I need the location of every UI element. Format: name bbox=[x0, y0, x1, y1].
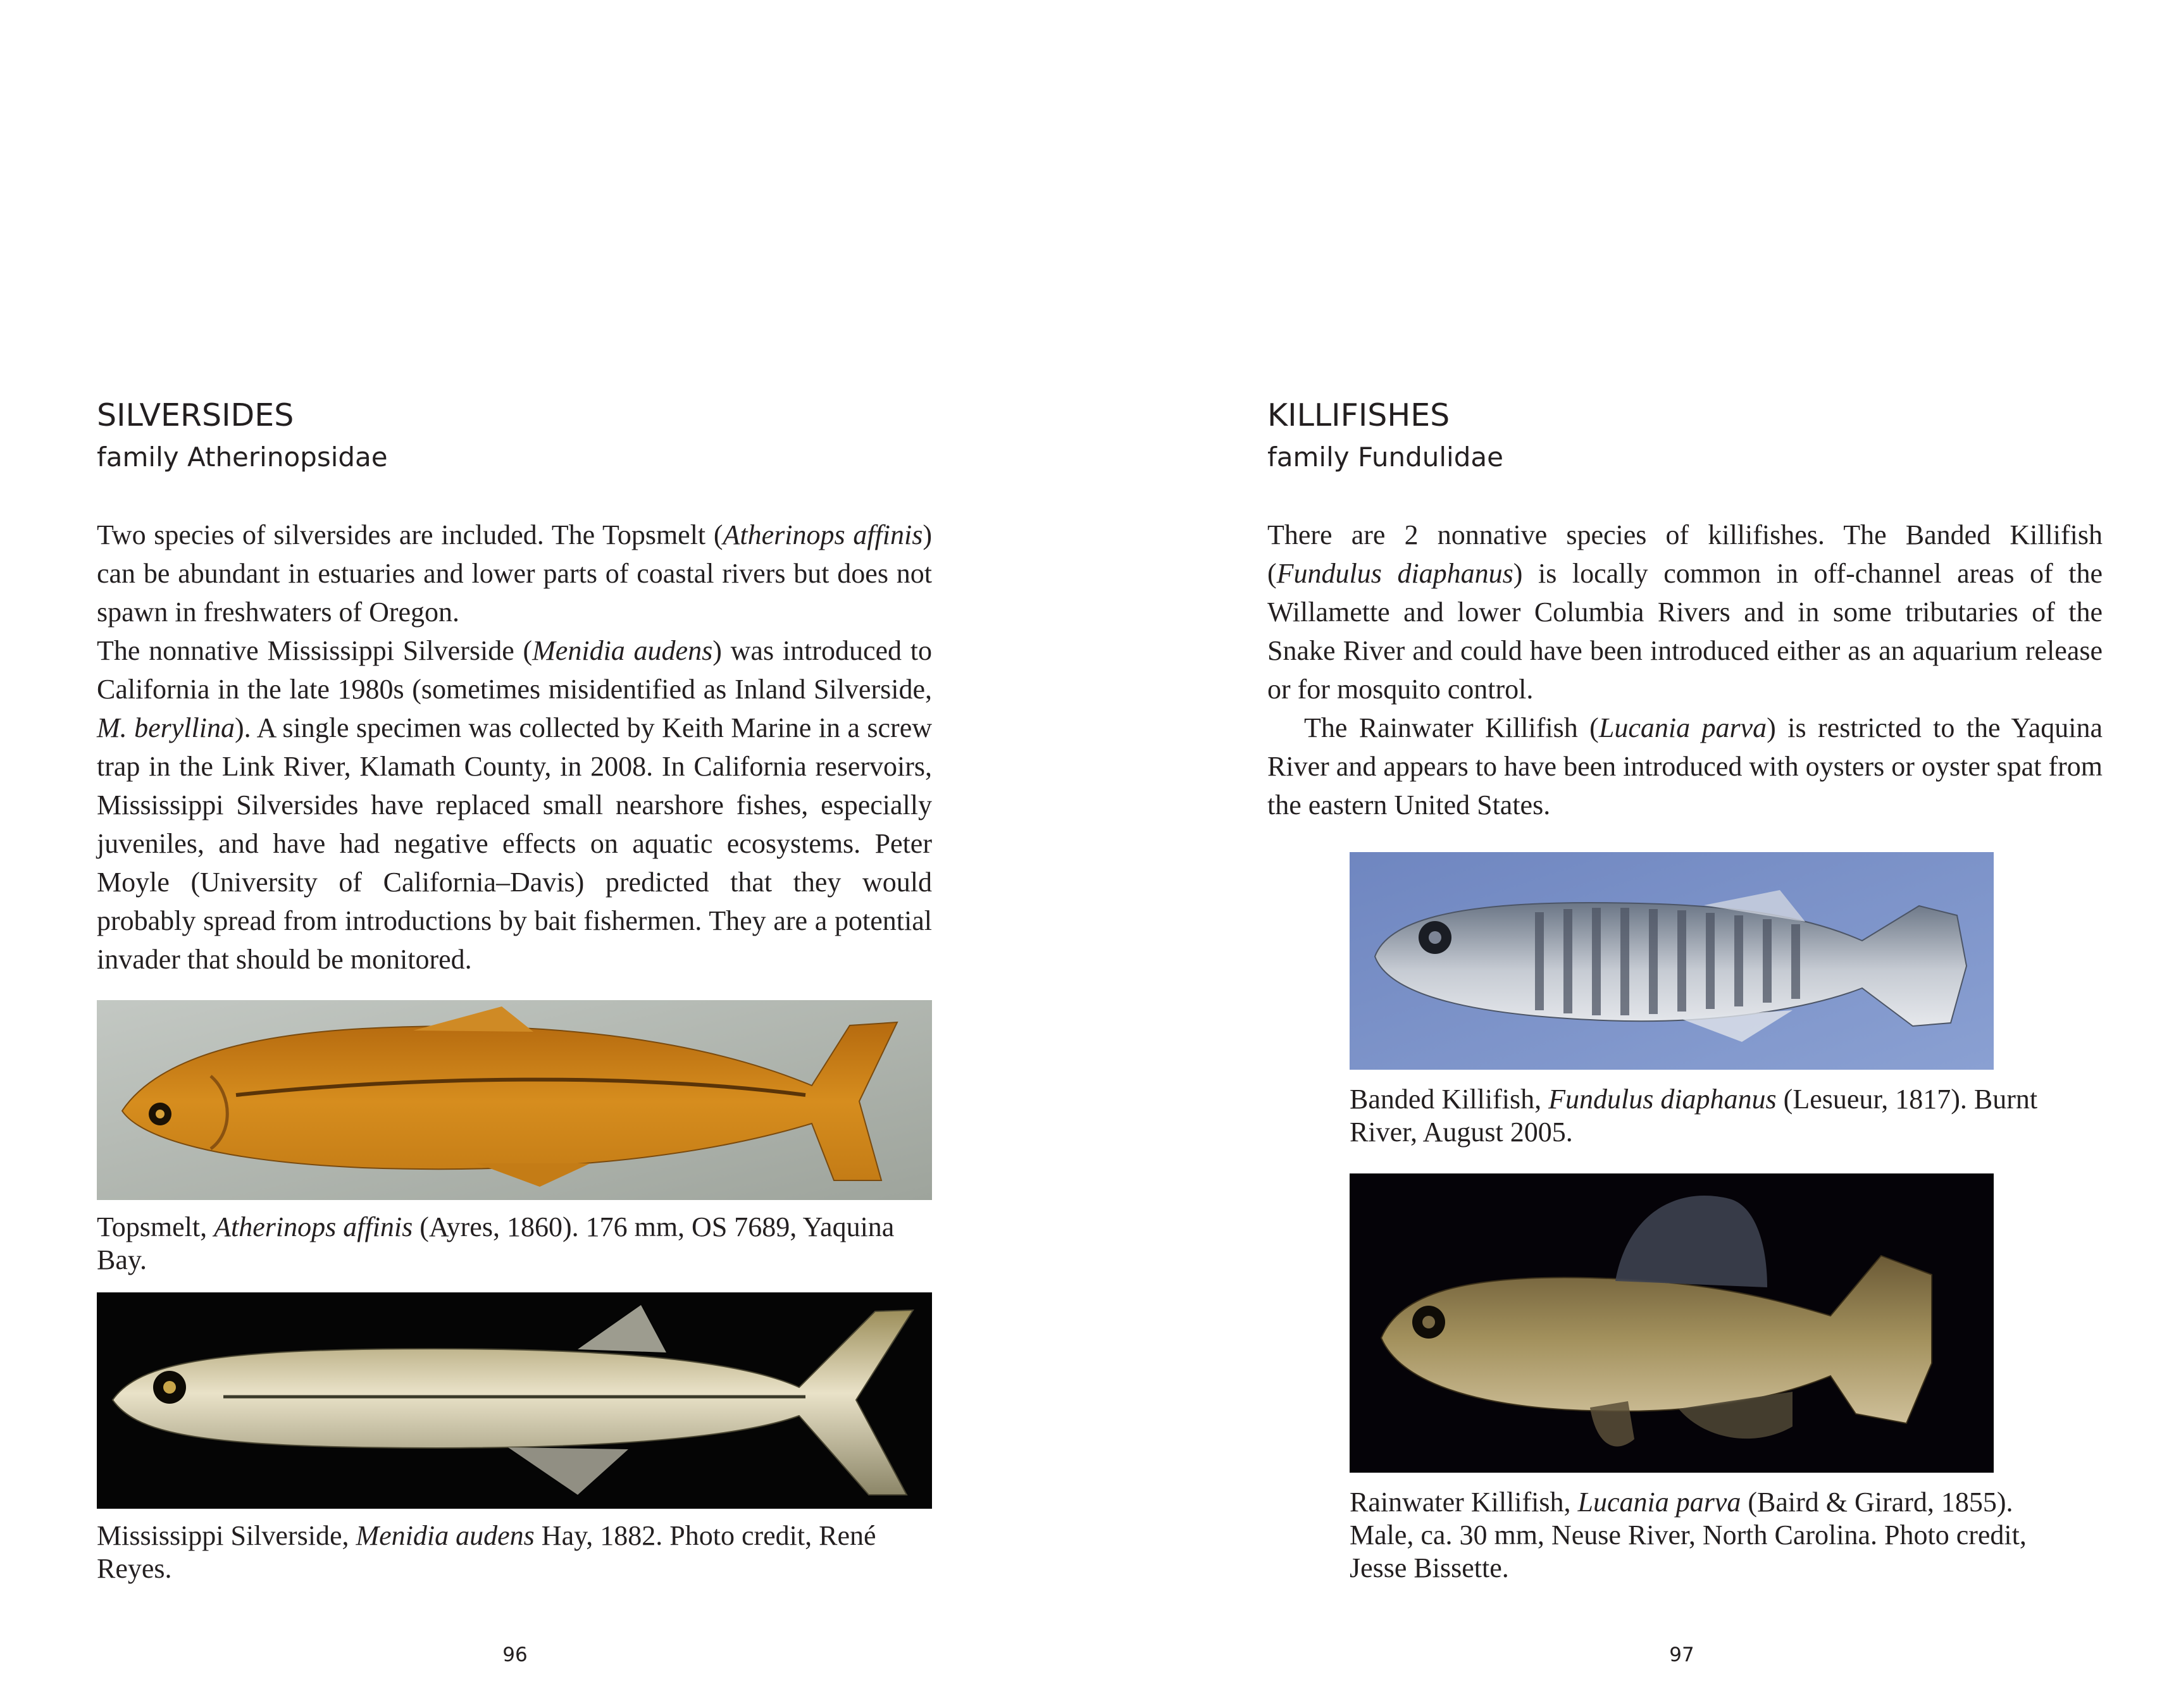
right-page bbox=[1090, 0, 2181, 1708]
paragraph-rainwater-killifish: The Rainwater Killifish (Lucania parva) is restricted to the Yaquina River and appears to have been introduced with oysters or oyster spat from the eastern United States. bbox=[1267, 712, 2103, 820]
mississippi-silverside-caption: Mississippi Silverside, Menidia audens Hay, 1882. Photo credit, René Reyes. bbox=[97, 1520, 876, 1584]
page-number-right: 97 bbox=[1669, 1643, 1694, 1666]
paragraph-banded-killifish: There are 2 nonnative species of killifishes. The Banded Killifish (Fundulus diaphanus) is locally common in off-channel areas of the Willamette and lower Columbia Rivers and in some tributaries of the Snake River and could have been introduced either as an aquarium release or for mosquito control. bbox=[1267, 519, 2103, 705]
left-page bbox=[0, 0, 1090, 1708]
banded-killifish-photo bbox=[1350, 852, 1994, 1070]
page-number-left: 96 bbox=[502, 1643, 528, 1666]
paragraph-topsmelt: Two species of silversides are included. The Topsmelt (Atherinops affinis) can be abundant in estuaries and lower parts of coastal rivers but does not spawn in freshwaters of Oregon. bbox=[97, 519, 932, 628]
family-name-fundulidae: family Fundulidae bbox=[1267, 442, 1503, 473]
body-text-killifishes bbox=[1267, 516, 2103, 824]
banded-killifish-caption: Banded Killifish, Fundulus diaphanus (Lesueur, 1817). Burnt River, August 2005. bbox=[1350, 1084, 2038, 1148]
section-heading-silversides: SILVERSIDES bbox=[97, 397, 294, 433]
rainwater-killifish-caption: Rainwater Killifish, Lucania parva (Baird & Girard, 1855). Male, ca. 30 mm, Neuse River, North Carolina. Photo credit, Jesse Bissette. bbox=[1350, 1487, 2027, 1583]
rainwater-killifish-photo bbox=[1350, 1173, 1994, 1473]
mississippi-silverside-photo bbox=[97, 1292, 932, 1509]
topsmelt-caption: Topsmelt, Atherinops affinis (Ayres, 1860). 176 mm, OS 7689, Yaquina Bay. bbox=[97, 1211, 895, 1275]
paragraph-mississippi-silverside: The nonnative Mississippi Silverside (Menidia audens) was introduced to California in the late 1980s (sometimes misidentified as Inland Silverside, M. beryllina). A single specimen was collected by Keith Marine in a screw trap in the Link River, Klamath County, in 2008. In California reservoirs, Mississippi Silversides have replaced small nearshore fishes, especially juveniles, and have had negative effects on aquatic ecosystems. Peter Moyle (University of California–Davis) predicted that they would probably spread from introductions by bait fishermen. They are a potential invader that should be monitored. bbox=[97, 635, 932, 975]
section-heading-killifishes: KILLIFISHES bbox=[1267, 397, 1450, 433]
topsmelt-photo bbox=[97, 1000, 932, 1200]
body-text-silversides bbox=[97, 516, 932, 979]
family-name-atherinopsidae: family Atherinopsidae bbox=[97, 442, 388, 473]
